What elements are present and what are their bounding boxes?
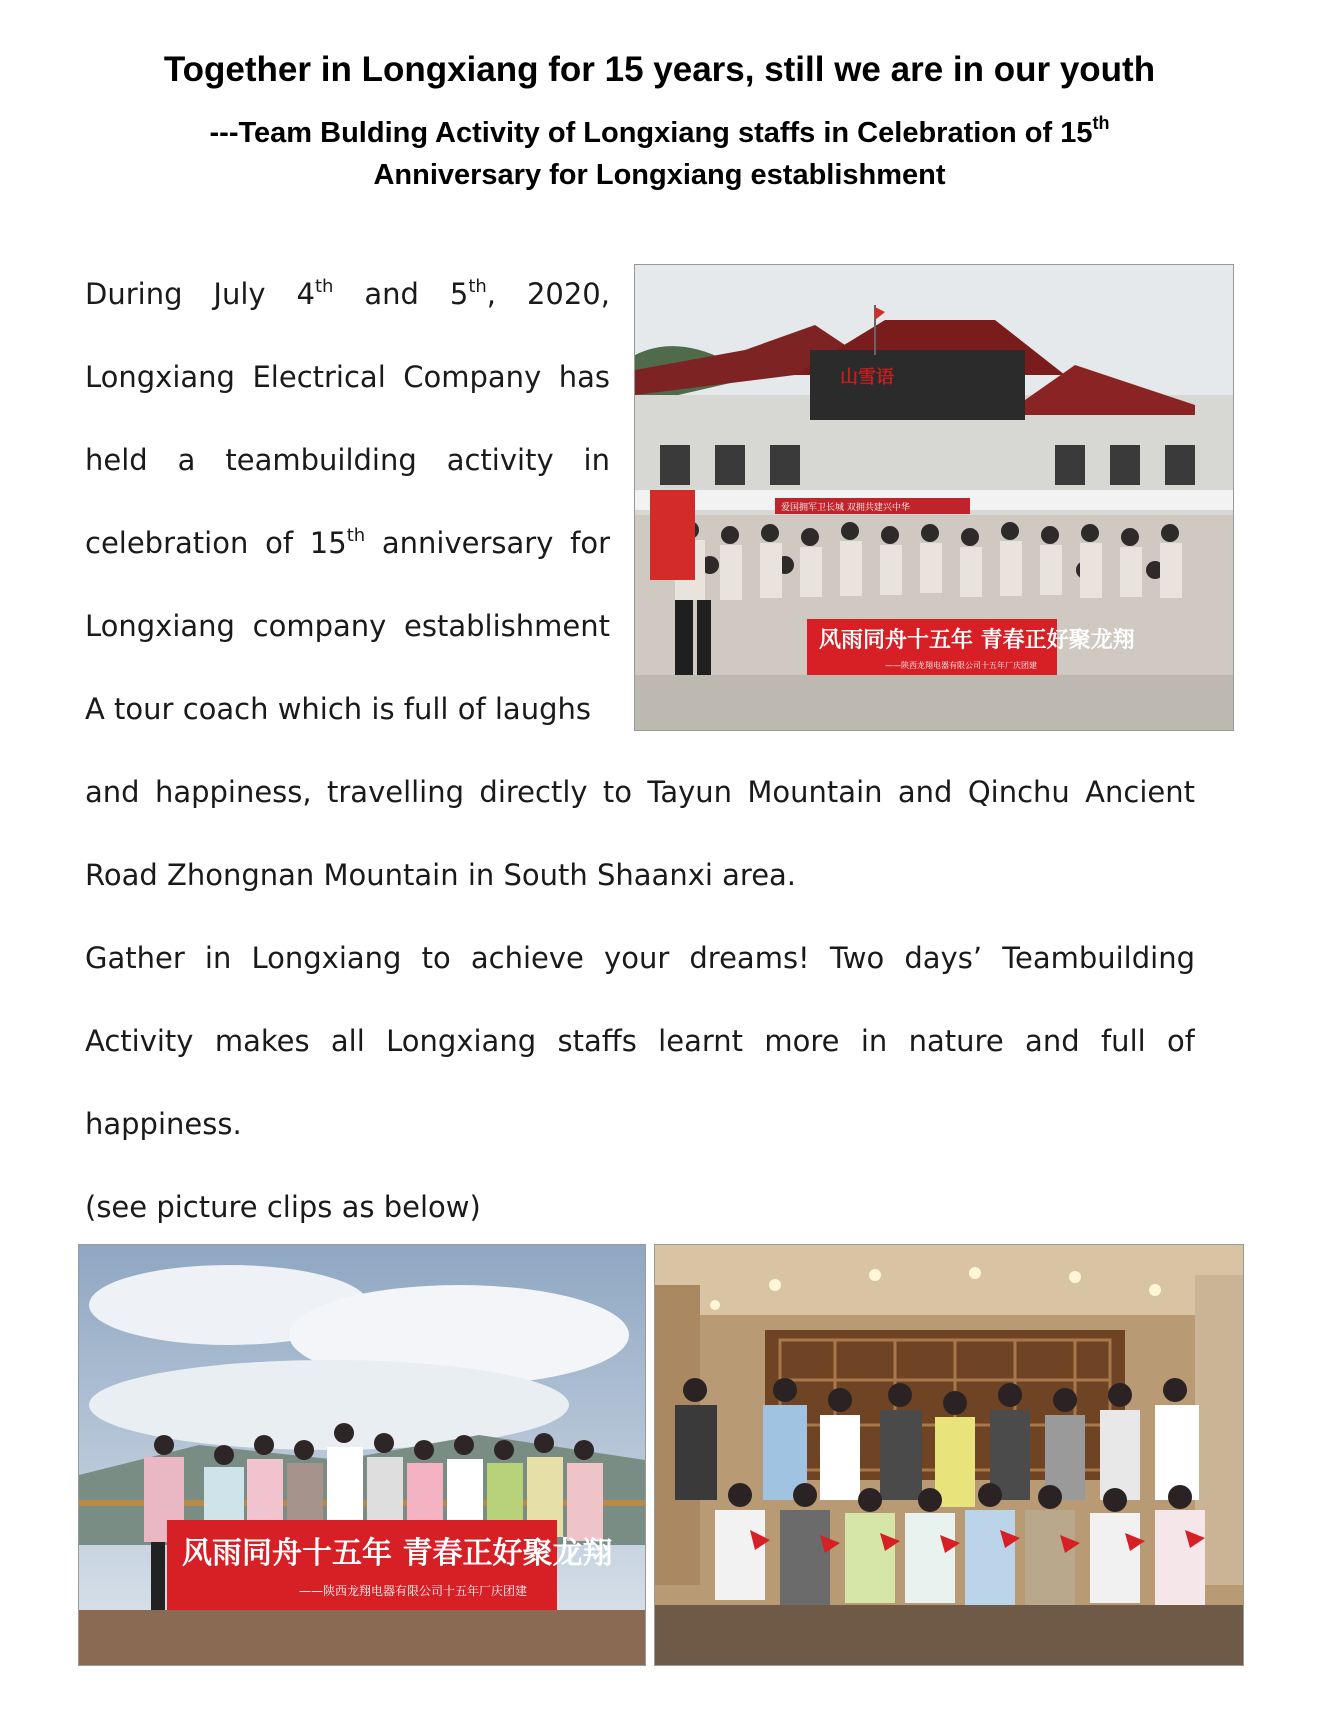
intro-line: Longxiang company establishment bbox=[85, 609, 610, 643]
body-line: and happiness, travelling directly to Tayun Mountain and Qinchu Ancient bbox=[85, 775, 1195, 809]
red-strip-text: 爱国拥军卫长城 双拥共建兴中华 bbox=[781, 503, 910, 513]
photo-group-at-building bbox=[634, 264, 1234, 731]
page-subtitle bbox=[120, 112, 1199, 196]
body-line: Activity makes all Longxiang staffs learnt more in nature and full of bbox=[85, 1024, 1195, 1058]
photo-group-on-mountain bbox=[78, 1244, 646, 1666]
intro-line: Longxiang Electrical Company has bbox=[85, 360, 610, 394]
subtitle-line-1: ---Team Bulding Activity of Longxiang staffs in Celebration of 15th bbox=[209, 113, 1110, 149]
banner-sub-text: ——陕西龙翔电器有限公司十五年厂庆团建 bbox=[885, 661, 1037, 670]
intro-line: celebration of 15th anniversary for bbox=[85, 525, 610, 560]
intro-line: held a teambuilding activity in bbox=[85, 443, 610, 477]
page-title: Together in Longxiang for 15 years, still we are in our youth bbox=[163, 50, 1156, 89]
intro-line: A tour coach which is full of laughs bbox=[85, 692, 591, 726]
banner-sub-text: ——陕西龙翔电器有限公司十五年厂庆团建 bbox=[299, 1584, 528, 1598]
subtitle-line-2: Anniversary for Longxiang establishment bbox=[373, 159, 946, 191]
body-line: (see picture clips as below) bbox=[85, 1190, 481, 1224]
continued-paragraph bbox=[85, 751, 1195, 1249]
banner-main-text: 风雨同舟十五年 青春正好聚龙翔 bbox=[819, 628, 1135, 653]
body-line: Road Zhongnan Mountain in South Shaanxi area. bbox=[85, 858, 797, 892]
body-line: Gather in Longxiang to achieve your dreams! Two days’ Teambuilding bbox=[85, 941, 1195, 975]
intro-line: During July 4th and 5th, 2020, bbox=[85, 276, 610, 311]
photo-group-in-lobby bbox=[654, 1244, 1244, 1666]
intro-paragraph bbox=[85, 253, 610, 751]
building-sign-text: 山雪语 bbox=[840, 367, 894, 388]
body-line: happiness. bbox=[85, 1107, 242, 1141]
banner-main-text: 风雨同舟十五年 青春正好聚龙翔 bbox=[182, 1536, 613, 1571]
